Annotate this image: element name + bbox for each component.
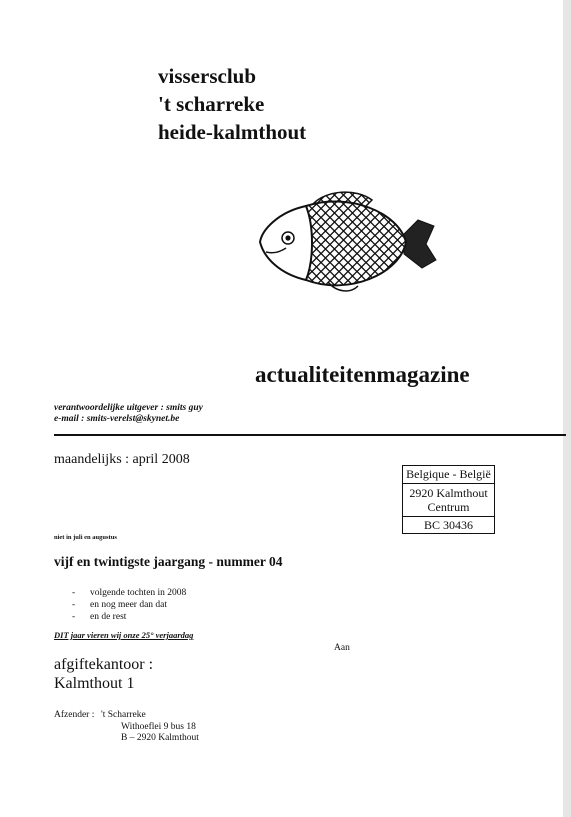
editor-email: e-mail : smits-verelst@skynet.be [54, 414, 180, 424]
contents-list [72, 587, 186, 623]
sender-label: Afzender : [54, 710, 95, 720]
responsible-editor: verantwoordelijke uitgever : smits guy [54, 403, 203, 413]
dispatch-office [54, 655, 153, 693]
list-item: - en de rest [72, 611, 186, 623]
divider [54, 434, 566, 436]
sender-name: 't Scharreke [101, 710, 146, 720]
dispatch-office-label: afgiftekantoor : [54, 656, 154, 673]
page-edge [563, 0, 571, 817]
sender-city: B – 2920 Kalmthout [121, 733, 199, 743]
fish-icon [258, 186, 438, 300]
postage-stamp-box [402, 465, 495, 534]
sender-address [54, 710, 199, 743]
club-name-line: vissersclub [158, 64, 257, 88]
postage-country: Belgique - België [403, 466, 494, 484]
list-item: - en nog meer dan dat [72, 599, 186, 611]
publication-note: niet in juli en augustus [54, 534, 117, 541]
magazine-title: actualiteitenmagazine [255, 362, 470, 387]
list-item: - volgende tochten in 2008 [72, 587, 186, 599]
sender-lines [101, 710, 199, 745]
volume-number: vijf en twintigste jaargang - nummer 04 [54, 554, 283, 569]
sender-street: Withoeflei 9 bus 18 [121, 721, 196, 732]
club-name-line: 't scharreke [158, 92, 265, 116]
dispatch-office-value: Kalmthout 1 [54, 675, 135, 692]
editor-info [54, 403, 203, 425]
anniversary-note: DIT jaar vieren wij onze 25° verjaardag [54, 630, 194, 640]
club-name [158, 62, 306, 146]
recipient-label: Aan [334, 643, 350, 653]
postage-office: 2920 Kalmthout [409, 486, 488, 500]
postage-area: Centrum [427, 500, 470, 514]
club-name-line: heide-kalmthout [158, 120, 307, 144]
issue-frequency: maandelijks : april 2008 [54, 452, 190, 467]
postage-code: BC 30436 [403, 516, 494, 533]
